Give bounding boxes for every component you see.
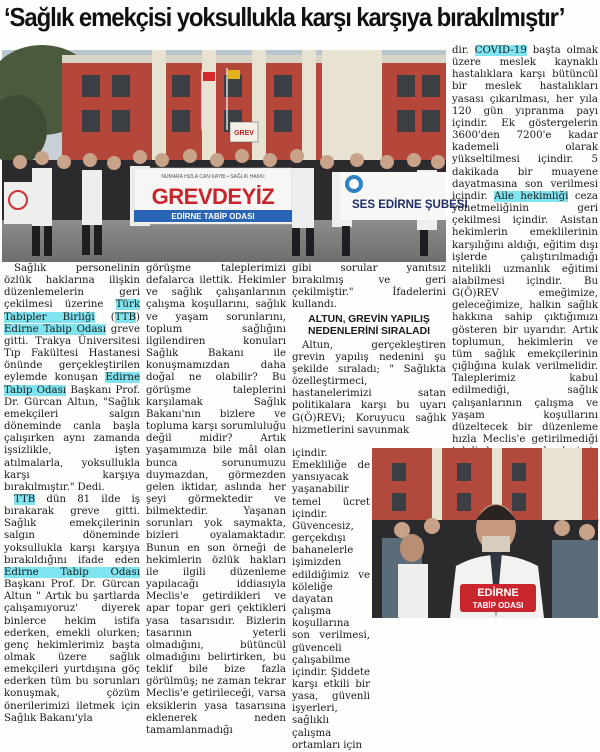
protest-photo	[2, 50, 468, 262]
vest-text-line1: EDİRNE	[477, 587, 519, 599]
highlight: Aile hekimliği	[494, 190, 569, 202]
article-column-4: dir. COVID-19 başta olmak üzere meslek kaynaklı hastalıklara karşı bütüncül bir meslek hastalıkları yasası çıkarılması, her yıla 120 gün yıpranma payı içindir. Ek göstergelerin 3600'den 7200'e kadar kademeli olarak yükseltilmesi içindir. 5 dakikada bir muayene dayatmasına son verilmesi içindir. Aile hekimliği ceza yönetmeliğinin geri çekilmesi içindir. Asistan hekimlerin emeklilerinin karşılığını aldığı, eğitim dışı işlerde çalıştırılmadığı nitelikli uzmanlık eğitimi alabilmesi içindir. Bu G(Ö)REV emeğimize, geleceğimize, halkın sağlık hakkına sahip çıktığımızı gösteren bir uyarıdır. Artık toplumun, hekimlerin ve tüm sağlık emekçilerinin çığlığına kulak verilmelidir. Taleplerimiz kabul edilmediği, sağlık çalışanlarının çalışma ve yaşam koşullarını düzeltecek bir düzenleme hızla Meclis'e getirilmediği	[452, 45, 598, 448]
article-column-3-continued: içindir. Emekliliğe de yansıyacak yaşanabilir temel ücret içindir. Güvencesiz, gerçekdışı bahanelerle işimizden edildiğimiz ve köleliğe dayatan çalışma koşullarına son verilmesi, güvenceli çalışabilme içindir. Şiddete karşı etkili bir yasa, güvenli işyerleri, sağlıklı çalışma ortamları için	[292, 448, 370, 751]
article-headline: ‘Sağlık emekçisi yoksullukla karşı karşıya bırakılmıştır’	[4, 2, 565, 32]
banner-slogan: GREVDEYİZ	[151, 184, 275, 209]
protest-sign-text: GREV	[234, 130, 254, 137]
article-column-3: gibi sorular yanıtsız bırakılmış ve geri çekilmiştir." İfadelerini kullandı. ALTUN, GREVİN YAPILIŞ NEDENLERİNİ SIRALADI Altun, gerçekleştiren grevin yapılış nedenini şu şekilde sıraladı; " Sağlıkta özelleştirmeci, hastanelerimizi satan politikalara karşı bu uyarı G(Ö)REVi; Koruyucu sağlık hizmetlerini savunmak	[292, 263, 446, 436]
highlight: COVID-19	[474, 45, 527, 56]
highlight: Edirne Tabip Odası	[4, 372, 140, 396]
protest-photo-illustration	[2, 50, 468, 262]
highlight: TTB	[114, 311, 137, 323]
highlight: Edirne Tabip Odası	[4, 323, 107, 335]
ses-banner	[340, 172, 468, 220]
article-subheading: ALTUN, GREVİN YAPILIŞ NEDENLERİNİ SIRALADI	[307, 313, 431, 337]
article-column-2: görüşme taleplerimizi defalarca ilettik. Hekimler ve sağlık çalışanlarının çalışma koşullarını, sağlık ve yaşam sorunlarını, toplum sağlığını ilgilendiren konuları Sağlık Bakanı ile konuşmamızdan daha doğal ne olabilir? Bu görüşme taleplerini karşılamak Sağlık Bakanı'nın bizlere ve topluma karşı sorumluluğu değil midir? Artık yaşamımıza bile mâl olan bunca sorunumuzu duymazdan, görmezden gelen iktidar, aslında her şeyi görmektedir ve bilmektedir. Yaşanan sorunları yok saymakta, bizleri oyalamaktadır. Bunun en son örneği de hekimlerin özlük hakları ile ilgili düzenleme yapılacağı iddiasıyla Meclis'e getirdikleri ve apar topar geri çektikleri yasa tasarısıdır. Bizlerin tasarının yeterli olmadığını, bütüncül olmadığını belirtirken, bu teklif bile bize fazla görülmüş; ne zaman tekrar Meclis'e getirileceği, varsa eksiklerin yasa tasarısına eklenerek neden tamamlanmadığı	[146, 263, 286, 736]
highlight: Türk Tabipler Birliği	[4, 299, 140, 323]
svg-text:NUMARA HIZLA CAN KAYBI • SAĞLI: NUMARA HIZLA CAN KAYBI • SAĞLIK HAKKI	[161, 174, 265, 180]
highlight: TTB	[14, 493, 36, 505]
article-column-1: Sağlık personelinin özlük haklarına ilişkin düzenlemelerin geri çekilmesi üzerine Türk Tabipler Birliği (TTB) Edirne Tabip Odası greve gitti. Trakya Üniversitesi Tıp Fakültesi Hastanesi önünde gerçekleştirilen eylemde konuşan Edirne Tabip Odası Başkanı Prof. Dr. Gürcan Altun, "Sağlık emekçileri salgın döneminde canla başla çalışırken aynı zamanda işsizlikle, işten atılmalarla, yoksullukla karşı karşıya bırakılmıştır." Dedi. TTB dün 81 ilde iş bırakarak greve gitti. Sağlık emekçilerinin salgın döneminde yoksullukla karşı karşıya bırakıldığını ifade eden Edirne Tabip Odası Başkanı Prof. Dr. Gürcan Altun " Artık bu şartlarda çalışamıyoruz' diyerek binlerce hekim istifa ederken, emekli olurken; genç hekimlerimiz başta olmak üzere sağlık emekçileri yurtdışına göç ederken tüm bu sorunları konuşmak, çözüm önerilerimizi iletmek için Sağlık Bakanı'yla	[4, 263, 140, 724]
svg-text:EDİRNE TABİP ODASI: EDİRNE TABİP ODASI	[171, 212, 255, 221]
highlight: Edirne Tabip Odası	[4, 566, 140, 578]
union-banner-text: SES EDİRNE ŞUBESİ	[352, 199, 468, 211]
doctor-photo-illustration	[372, 448, 598, 618]
grevdeyiz-banner	[134, 168, 292, 224]
vest-text-line2: TABİP ODASI	[472, 601, 524, 610]
doctor-photo	[372, 448, 598, 618]
